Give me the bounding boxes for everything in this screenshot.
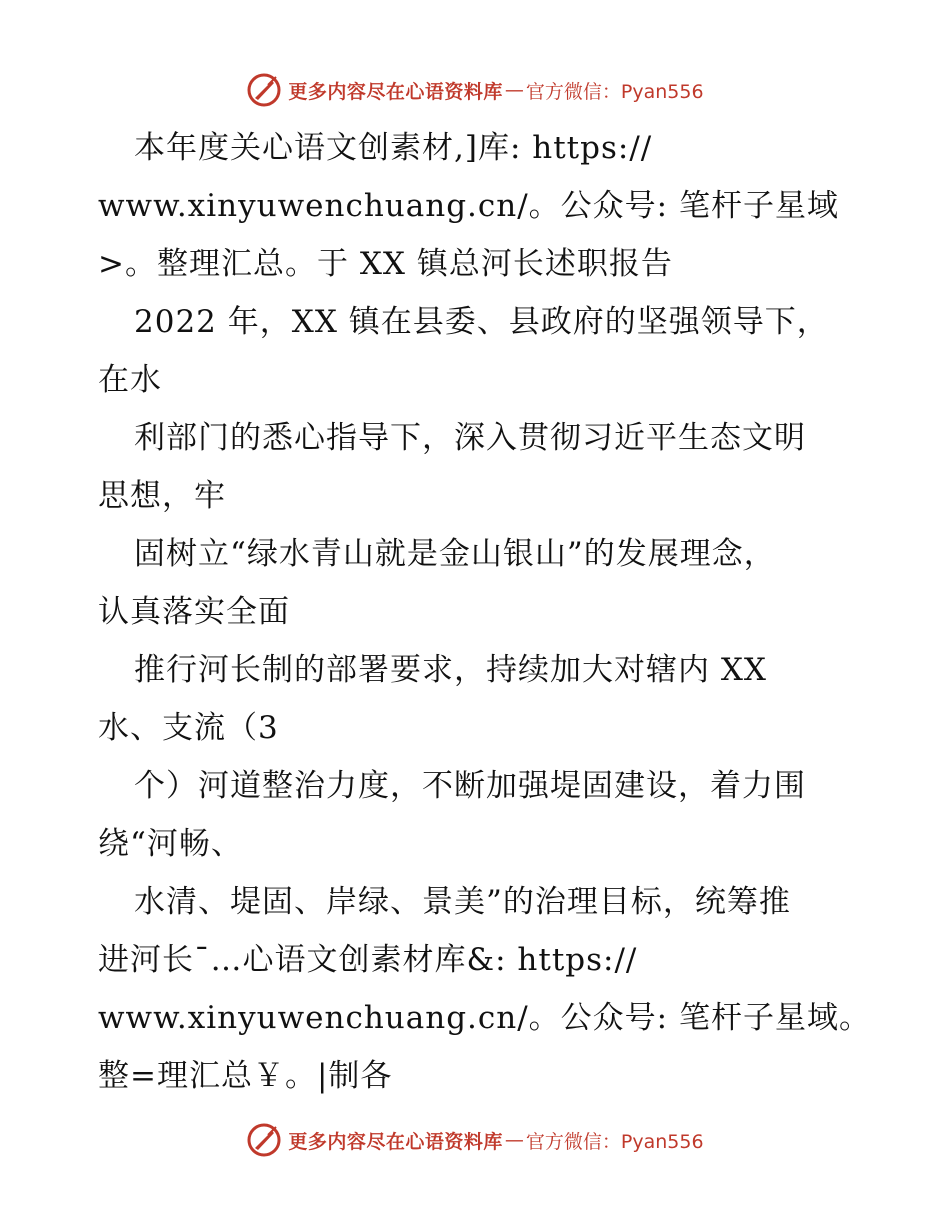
header-account: 官方微信：Pyan556 bbox=[525, 80, 704, 103]
header-banner bbox=[0, 70, 950, 110]
text-line: 水、支流（3 bbox=[98, 710, 279, 746]
footer-banner bbox=[0, 1120, 950, 1160]
text-line: www.xinyuwenchuang.cn/。公众号: 笔杆子星域 bbox=[98, 188, 839, 224]
text-line: 思想，牢 bbox=[98, 478, 226, 514]
document-body bbox=[98, 124, 888, 1110]
text-line: 进河长¯…心语文创素材库&: https:// bbox=[98, 942, 638, 978]
header-slogan: 更多内容尽在心语资料库 bbox=[288, 80, 503, 103]
text-line: 固树立“绿水青山就是金山银山”的发展理念， bbox=[134, 536, 776, 572]
footer-separator: — bbox=[504, 1129, 524, 1151]
text-line: 推行河长制的部署要求，持续加大对辖内 XX bbox=[134, 652, 767, 688]
quill-pen-logo-icon bbox=[246, 1122, 282, 1158]
text-line: 个）河道整治力度，不断加强堤固建设，着力围 bbox=[134, 768, 806, 804]
text-line: 利部门的悉心指导下，深入贯彻习近平生态文明 bbox=[134, 420, 806, 456]
footer-slogan: 更多内容尽在心语资料库 bbox=[288, 1130, 503, 1153]
footer-account: 官方微信：Pyan556 bbox=[525, 1130, 704, 1153]
text-line: 认真落实全面 bbox=[98, 594, 290, 630]
text-line: 绕“河畅、 bbox=[98, 826, 243, 862]
text-line: 在水 bbox=[98, 362, 162, 398]
header-separator: — bbox=[504, 79, 524, 101]
text-line: 水清、堤固、岸绿、景美”的治理目标，统筹推 bbox=[134, 884, 791, 920]
text-line: >。整理汇总。于 XX 镇总河长述职报告 bbox=[98, 246, 673, 282]
text-line: 2022 年，XX 镇在县委、县政府的坚强领导下， bbox=[134, 304, 829, 340]
text-line: www.xinyuwenchuang.cn/。公众号: 笔杆子星域。 bbox=[98, 1000, 871, 1036]
text-line: 整=理汇总￥。|制各 bbox=[98, 1058, 393, 1094]
quill-pen-logo-icon bbox=[246, 72, 282, 108]
text-line: 本年度关心语文创素材,]库: https:// bbox=[134, 130, 653, 166]
